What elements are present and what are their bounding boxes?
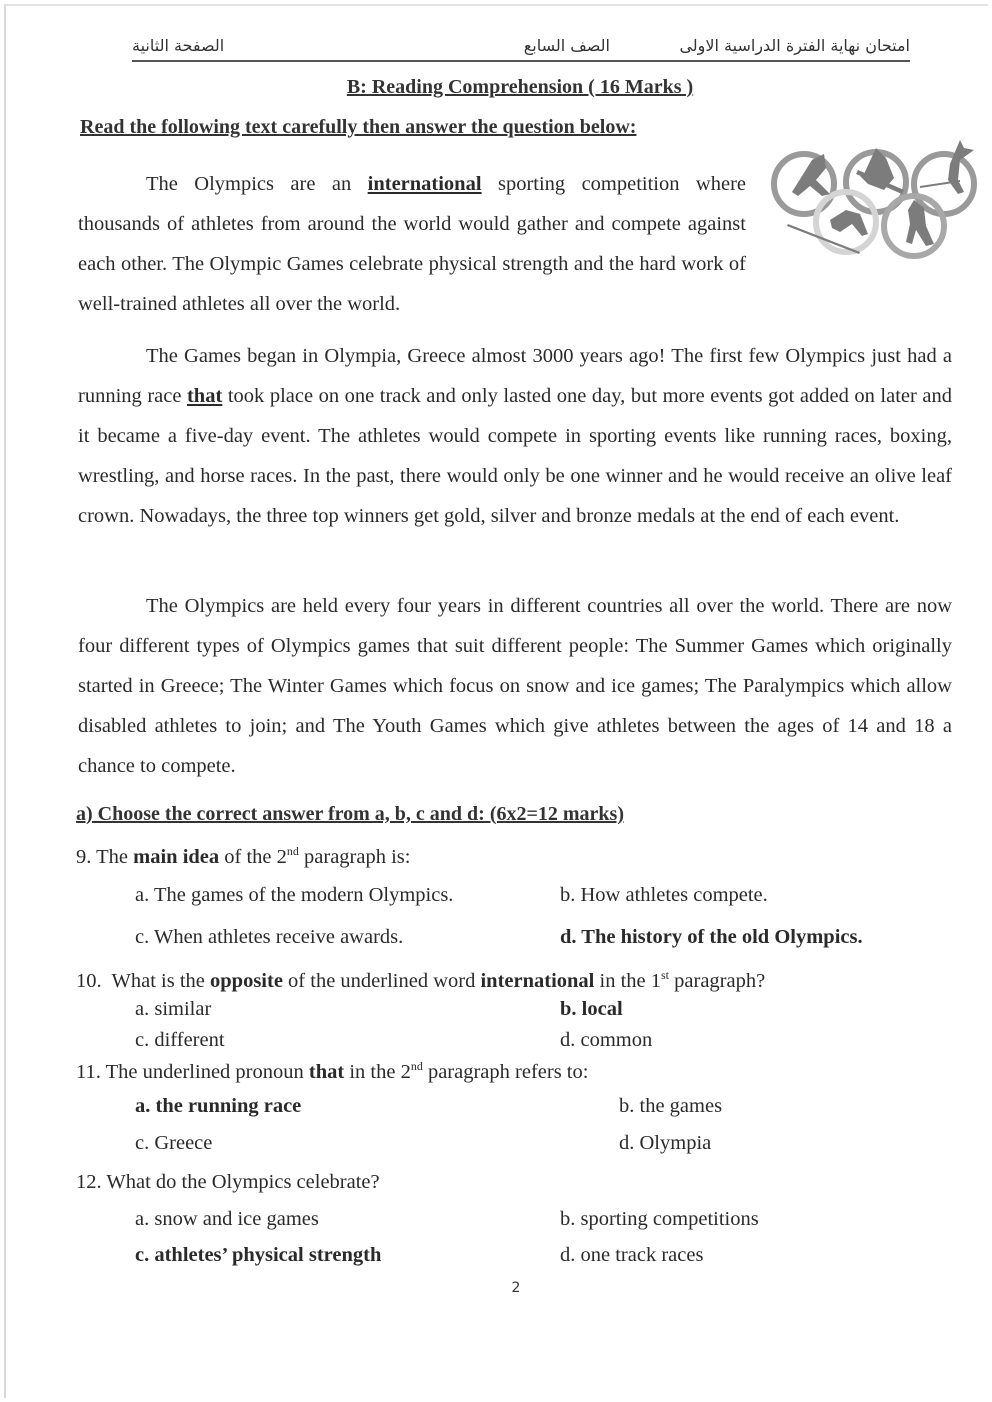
q10-option-a[interactable]: a. similar (135, 998, 212, 1020)
underlined-word-international: international (367, 173, 482, 195)
exam-header (132, 34, 910, 62)
q9-option-a[interactable]: a. The games of the modern Olympics. (135, 884, 454, 906)
underlined-word-that: that (186, 385, 223, 407)
q11-option-a[interactable]: a. the running race (135, 1095, 302, 1117)
q10-option-d[interactable]: d. common (560, 1029, 653, 1051)
skater-silhouette (792, 154, 830, 196)
page-label: الصفحة الثانية (132, 36, 225, 55)
paragraph-1: The Olympics are an international sporting competition where thousands of athletes from around the world would gather and compete against each other. The Olympic Games celebrate physical strength and the hard work of well-trained athletes all over the world. (78, 173, 746, 315)
q12-option-c[interactable]: c. athletes’ physical strength (135, 1244, 382, 1266)
question-11: 11. The underlined pronoun that in the 2nd paragraph refers to: (76, 1059, 589, 1083)
part-a-title: a) Choose the correct answer from a, b, c and d: (6x2=12 marks) (76, 803, 624, 825)
q10-option-b[interactable]: b. local (560, 998, 623, 1020)
q9-option-c[interactable]: c. When athletes receive awards. (135, 926, 404, 948)
q9-option-d[interactable]: d. The history of the old Olympics. (560, 926, 863, 948)
q10-option-c[interactable]: c. different (135, 1029, 225, 1051)
paragraph-3: The Olympics are held every four years in different countries all over the world. There are now four different types of Olympics games that suit different people: The Summer Games which originally started in Greece; The Winter Games which focus on snow and ice games; The Paralympics which allow disabled athletes to join; and The Youth Games which give athletes between the ages of 14 and 18 a chance to compete. (78, 595, 952, 777)
reading-instruction: Read the following text carefully then answer the question below: (80, 116, 637, 138)
section-title: B: Reading Comprehension ( 16 Marks ) (346, 76, 694, 98)
olympic-rings-image (764, 134, 984, 260)
q12-option-a[interactable]: a. snow and ice games (135, 1208, 319, 1230)
question-9: 9. The main idea of the 2nd paragraph is: (76, 844, 411, 868)
question-12: 12. What do the Olympics celebrate? (76, 1171, 380, 1193)
jumper-silhouette (906, 200, 934, 246)
q9-option-b[interactable]: b. How athletes compete. (560, 884, 768, 906)
q12-option-d[interactable]: d. one track races (560, 1244, 704, 1266)
q11-option-d[interactable]: d. Olympia (619, 1132, 712, 1154)
q11-option-c[interactable]: c. Greece (135, 1132, 213, 1154)
page-number: 2 (511, 1280, 521, 1296)
exam-title: امتحان نهاية الفترة الدراسية الاولى (679, 36, 910, 55)
q11-option-b[interactable]: b. the games (619, 1095, 723, 1117)
paragraph-2: The Games began in Olympia, Greece almost 3000 years ago! The first few Olympics just had a running race that took place on one track and only lasted one day, but more events got added on later and it became a five-day event. The athletes would compete in sporting events like running races, boxing, wrestling, and horse races. In the past, there would only be one winner and he would receive an olive leaf crown. Nowadays, the three top winners get gold, silver and bronze medals at the end of each event. (78, 345, 952, 527)
question-10: 10. What is the opposite of the underlined word international in the 1st paragraph? (76, 968, 766, 992)
grade-label: الصف السابع (523, 36, 610, 55)
q12-option-b[interactable]: b. sporting competitions (560, 1208, 759, 1230)
